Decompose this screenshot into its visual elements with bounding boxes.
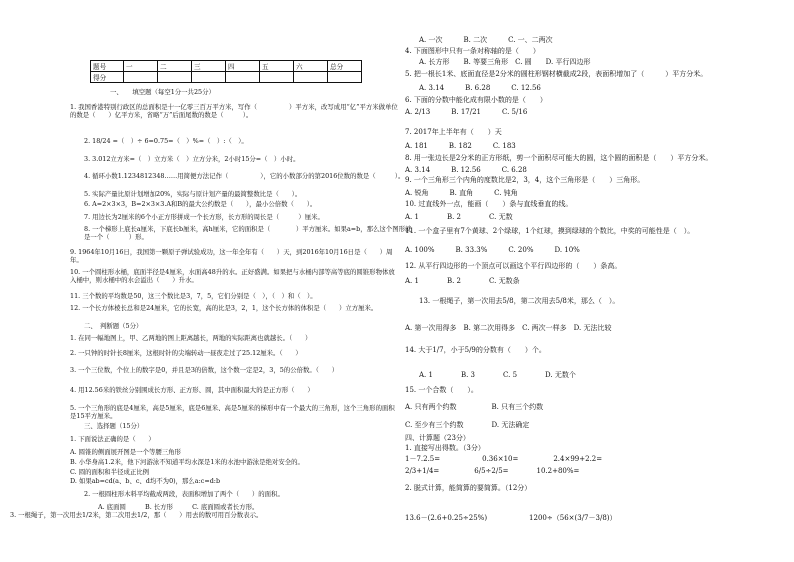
right-text-line: 5. 把一根长1米、底面直径是2分米的圆柱形钢材横截成2段，表面积增加了（ ）平方分米。 — [405, 70, 708, 78]
left-text-line: A. 底面圆 B. 长方形 C. 底面圆或者长方形。 — [98, 503, 259, 511]
right-text-line: 15. 一个合数（ ）。 — [405, 386, 478, 394]
left-text-line: 三、选择题（15分） — [84, 422, 144, 430]
score-cell: 六 — [294, 61, 328, 72]
left-text-line: 2. 一只钟的时针长8厘米，这根时针的尖端转动一昼夜走过了25.12厘米。（ ） — [70, 349, 302, 357]
left-text-line: 11. 三个数的平均数是50，这三个数比是3，7，5，它们分别是（ ），（ ）和（ ）。 — [70, 292, 317, 300]
left-text-line: 7. 用边长为2厘米的6个小正方形拼成一个长方形，长方形的周长是（ ）厘米。 — [84, 213, 324, 221]
right-text-line: 2. 脱式计算，能简算的要简算。（12分） — [405, 484, 532, 492]
right-text-line: 13.6－(2.6+0.25÷25%) 1200÷（56×(3/7－3/8)） — [405, 514, 617, 522]
left-text-line: 1. 下面说法正确的是（ ） — [70, 435, 155, 443]
left-text-line: 5. 一个三角形的底是4厘米，高是5厘米，底是6厘米、高是5厘米的梯形中有一个最大的三角形，这个三角形的面积是15平方厘米。 — [70, 404, 395, 420]
left-text-line: 3. 一个三位数，个位上的数字是0，并且是3的倍数，这个数一定是2，3，5的公倍数。（ ） — [70, 366, 339, 374]
left-text-line: 6. A=2×3×3，B=2×3×3.A和B的最大公约数是（ ），最小公倍数（ ）。 — [84, 200, 317, 208]
left-text-line: 二、 判断题（5分） — [84, 322, 143, 330]
right-text-line: 1. 直接写出得数。（3分） — [405, 444, 485, 452]
right-text-line: 1－7.2.5= 0.36×10= 2.4×99+2.2= — [405, 455, 603, 463]
right-text-line: C. 至少有三个约数 D. 无法确定 — [405, 421, 530, 429]
right-text-line: A. 1 B. 2 C. 无数条 — [405, 277, 520, 285]
right-text-line: A. 3.14 B. 12.56 C. 6.28 — [405, 166, 527, 174]
left-text-line: 1. 我国香港特别行政区的总面积是十一亿零三百万平方米，写作（ ）平方米，改写成用“亿”平方米做单位的数是（ ）亿平方米，省略“万”后面尾数的数是（ ）。 — [70, 103, 398, 119]
right-text-line: 11. 一个盒子里有7个黄球、2个绿球，1个红球，摸到绿球的个数比，中奖的可能性是（ ）。 — [405, 227, 695, 235]
right-text-line: A. 1 B. 3 C. 5 D. 无数个 — [419, 371, 576, 379]
left-text-line: 4. 用12.56米的铁丝分别围成长方形、正方形、圆，其中面积最大的是正方形（ ） — [70, 386, 314, 394]
left-text-line: C. 圆的面积和半径成正比例 — [70, 468, 150, 476]
left-text-line: 8. 一个梯形上底长a厘米，下底长b厘米，高h厘米，它的面积是（ ）平方厘米。如果a=b，那么这个图形就是一个（ ）形。 — [84, 225, 412, 241]
left-text-line: 12. 一个长方体棱长总和是24厘米，它的长宽，高的比是3，2，1，这个长方体的体积是（ ）立方厘米。 — [70, 304, 378, 312]
score-cell: 四 — [226, 61, 260, 72]
right-text-line: A. 第一次用得多 B. 第二次用得多 C. 两次一样多 D. 无法比较 — [405, 324, 612, 332]
right-text-line: 14. 大于1/7，小于5/9的分数有（ ）个。 — [405, 346, 546, 354]
left-text-line: 10. 一个圆柱形水桶，底面半径是4厘米，水面高48升的水。正好盛满。如果把与水桶内部等高等底的圆锥形物体放入桶中，则水桶中的水会溢出（ ）升水。 — [70, 268, 395, 284]
right-text-line: 2/3+1/4= 6/5÷2/5= 10.2+80%= — [405, 467, 580, 475]
right-text-line: A. 长方形 B. 等要三角形 C. 圆 D. 平行四边形 — [419, 58, 591, 66]
left-text-line: A. 圆锥的侧面展开图是一个等腰三角形 — [70, 448, 181, 456]
right-text-line: A. 2/13 B. 17/21 C. 5/16 — [405, 108, 528, 116]
right-text-line: 9. 一个三角形三个内角的度数比是2，3，4，这个三角形是（ ）三角形。 — [405, 176, 645, 184]
left-text-line: 2. 18/24 =（ ）÷ 6=0.75=（ ）%=（ ）:（ ）。 — [84, 137, 248, 145]
score-cell: 三 — [192, 61, 226, 72]
right-text-line: A. 只有两个约数 B. 只有三个约数 — [405, 403, 544, 411]
left-text-line: D. 如果ab=cd(a、b、c、d均不为0)，那么a:c=d:b — [70, 477, 221, 485]
left-column — [10, 0, 412, 562]
right-text-line: 7. 2017年上半年有（ ）天 — [405, 128, 502, 136]
left-text-line: 9. 1964年10月16日，我国第一颗原子弹试验成功，这一年全年有（ ）天，到2016年10月16日是（ ）周年。 — [70, 248, 393, 264]
left-text-line: 2. 一根圆柱形木料平均截成两段，表面积增加了两个（ ）的面积。 — [84, 490, 284, 498]
left-text-line: 3. 一根绳子，第一次用去1/2米，第二次用去1/2，那（ ）用去的数可用百分数表示。 — [10, 511, 263, 519]
score-cell: 五 — [260, 61, 294, 72]
right-text-line: 6. 下面的分数中能化成有限小数的是（ ） — [405, 96, 547, 104]
right-text-line: A. 1 B. 2 C. 无数 — [405, 213, 513, 221]
right-text-line: A. 锐角 B. 直角 C. 钝角 — [405, 189, 518, 197]
left-text-line: 3. 3.012立方米=（ ）立方米（ ）立方分米，2小时15分=（ ）小时。 — [84, 155, 300, 163]
left-text-line: B. 小华身高1.2米，他下河游泳不知道平均水深是1米的水池中游泳是绝对安全的。 — [70, 458, 304, 466]
left-text-line: 一、 填空题（每空1分一共25分） — [110, 88, 215, 96]
right-text-line: 四、计算题（23分） — [405, 434, 470, 442]
right-text-line: 13. 一根绳子，第一次用去5/8，第二次用去5/8米，那么（ ）。 — [419, 297, 620, 305]
score-cell: 一 — [124, 61, 158, 72]
score-cell: 总分 — [328, 61, 362, 72]
right-text-line: 4. 下面图形中只有一条对称轴的是（ ） — [405, 47, 540, 55]
right-text-line: A. 一次 B. 二次 C. 一、二两次 — [419, 36, 553, 44]
score-cell: 得分 — [91, 72, 124, 83]
left-text-line: 4. 循环小数1.1234812348……用简便方法记作（ ），它的小数部分的第2016位数的数是（ ）。 — [84, 172, 405, 180]
left-text-line: 1. 在同一幅地图上，甲、乙两地的图上距离越长，两地的实际距离也就越长。（ ） — [70, 334, 312, 342]
score-cell: 题号 — [91, 61, 124, 72]
right-text-line: 12. 从平行四边形的一个顶点可以画这个平行四边形的（ ）条高。 — [405, 262, 622, 270]
right-text-line: A. 181 B. 182 C. 183 — [405, 142, 516, 150]
right-text-line: 8. 用一张边长是2分米的正方形纸，剪一个面积尽可能大的圆，这个圆的面积是（ ）平方分米。 — [405, 154, 713, 162]
right-text-line: A. 100% B. 33.3% C. 20% D. 10% — [405, 246, 580, 254]
right-text-line: 10. 过直线外一点，能画（ ）条与直线垂直的线。 — [405, 200, 573, 208]
right-text-line: A. 3.14 B. 6.28 C. 12.56 — [419, 84, 541, 92]
left-text-line: 5. 实际产量比原计划增加20%，实际与原计划产量的最简整数比是（ ）。 — [84, 190, 302, 198]
right-column — [405, 0, 790, 562]
score-cell: 二 — [158, 61, 192, 72]
